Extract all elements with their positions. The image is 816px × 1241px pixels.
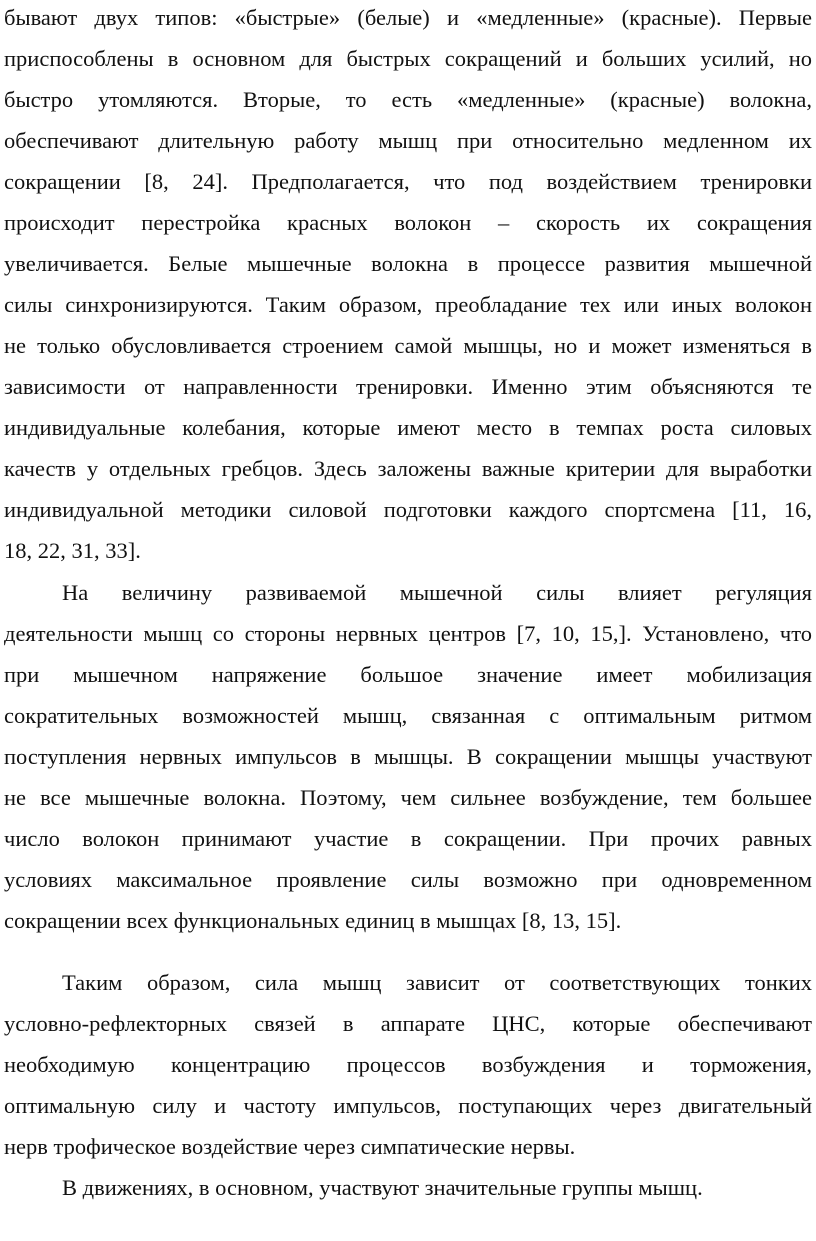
- text-line: бывают двух типов: «быстрые» (белые) и «медленные» (красные). Первые: [4, 5, 812, 30]
- text-line: сокращении всех функциональных единиц в мышцах [8, 13, 15].: [4, 908, 622, 933]
- text-line: силы синхронизируются. Таким образом, преобладание тех или иных волокон: [4, 292, 812, 317]
- text-line: происходит перестройка красных волокон – скорость их сокращения: [4, 210, 812, 235]
- text-line-indent: Таким образом, сила мышц зависит от соответствующих тонких: [62, 970, 812, 995]
- text-line: оптимальную силу и частоту импульсов, поступающих через двигательный: [4, 1093, 812, 1118]
- text-line: индивидуальные колебания, которые имеют место в темпах роста силовых: [4, 415, 812, 440]
- text-line: нерв трофическое воздействие через симпатические нервы.: [4, 1134, 576, 1159]
- text-line: условиях максимальное проявление силы возможно при одновременном: [4, 867, 812, 892]
- text-line: зависимости от направленности тренировки. Именно этим объясняются те: [4, 374, 812, 399]
- text-line: необходимую концентрацию процессов возбуждения и торможения,: [4, 1052, 812, 1077]
- text-line: сократительных возможностей мышц, связанная с оптимальным ритмом: [4, 703, 812, 728]
- text-line: приспособлены в основном для быстрых сокращений и больших усилий, но: [4, 46, 812, 71]
- text-line: поступления нервных импульсов в мышцы. В сокращении мышцы участвуют: [4, 744, 812, 769]
- text-line: быстро утомляются. Вторые, то есть «медленные» (красные) волокна,: [4, 87, 812, 112]
- text-line: сокращении [8, 24]. Предполагается, что под воздействием тренировки: [4, 169, 812, 194]
- text-line: увеличивается. Белые мышечные волокна в процессе развития мышечной: [4, 251, 812, 276]
- text-line-indent: На величину развиваемой мышечной силы влияет регуляция: [62, 580, 812, 605]
- text-line: число волокон принимают участие в сокращении. При прочих равных: [4, 826, 812, 851]
- text-line-indent: В движениях, в основном, участвуют значительные группы мышц.: [62, 1175, 703, 1200]
- text-line: не только обусловливается строением самой мышцы, но и может изменяться в: [4, 333, 812, 358]
- text-line: индивидуальной методики силовой подготовки каждого спортсмена [11, 16,: [4, 497, 812, 522]
- text-line: обеспечивают длительную работу мышц при относительно медленном их: [4, 128, 812, 153]
- text-line: условно-рефлекторных связей в аппарате ЦНС, которые обеспечивают: [4, 1011, 812, 1036]
- text-line: качеств у отдельных гребцов. Здесь заложены важные критерии для выработки: [4, 456, 812, 481]
- text-line: 18, 22, 31, 33].: [4, 538, 141, 563]
- text-line: не все мышечные волокна. Поэтому, чем сильнее возбуждение, тем большее: [4, 785, 812, 810]
- text-line: деятельности мышц со стороны нервных центров [7, 10, 15,]. Установлено, что: [4, 621, 812, 646]
- text-line: при мышечном напряжение большое значение имеет мобилизация: [4, 662, 812, 687]
